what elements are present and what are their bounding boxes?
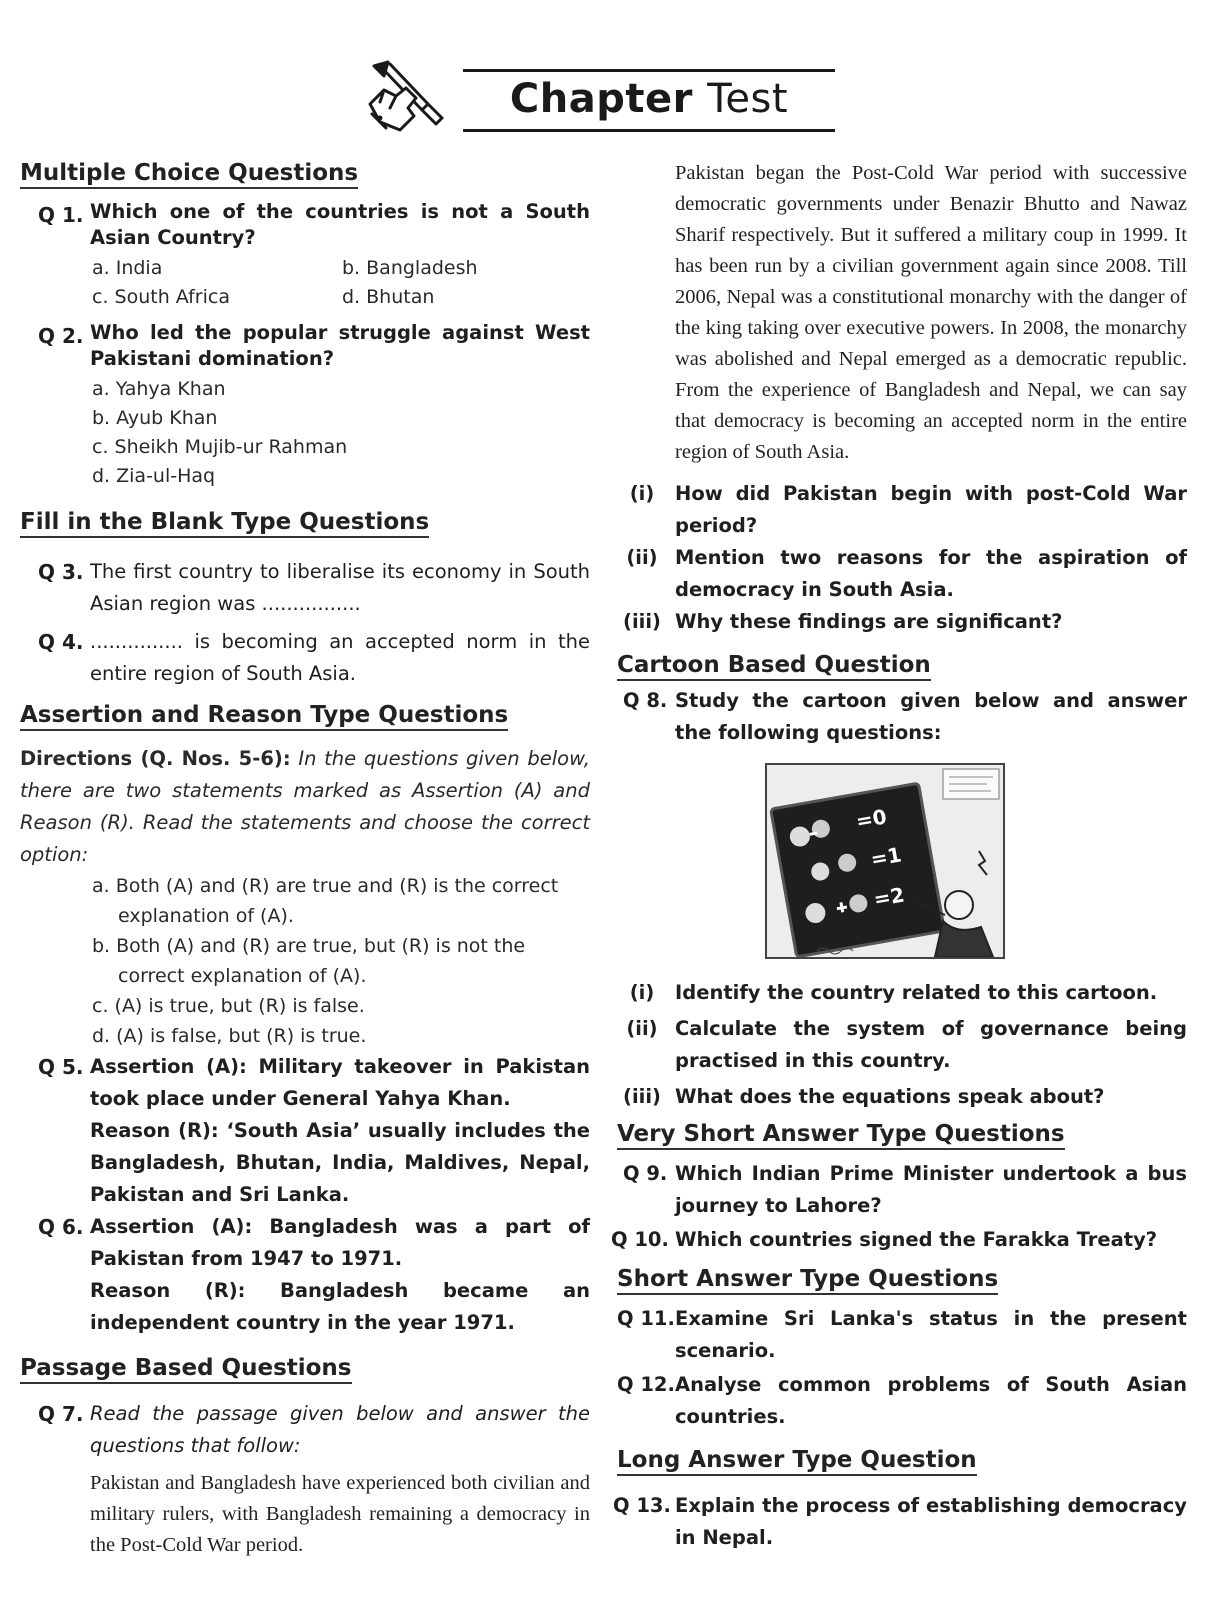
- section-heading-assertion-reason: Assertion and Reason Type Questions: [20, 702, 508, 731]
- section-heading-fill-blank: Fill in the Blank Type Questions: [20, 509, 429, 538]
- right-column: [611, 158, 1187, 1554]
- passage-subquestion-3: (iii) Why these findings are significant?: [623, 610, 1063, 633]
- question-6: Q 6. Assertion (A): Bangladesh was a part of Pakistan from 1947 to 1971. Reason (R): Bangladesh became an independent country in the year 1971.: [20, 1211, 590, 1339]
- section-heading-very-short-answer: Very Short Answer Type Questions: [617, 1121, 1065, 1150]
- option: c. South Africa: [92, 286, 230, 308]
- hand-holding-pen-icon: [362, 58, 452, 138]
- question-5-reason: Reason (R): ‘South Asia’ usually includes the Bangladesh, Bhutan, India, Maldives, Nepal, Pakistan and Sri Lanka.: [90, 1119, 590, 1206]
- question-7: Q 7. Read the passage given below and answer the questions that follow: Pakistan and Bangladesh have experienced both civilian and military rulers, with Bangladesh remaining a democracy in the Post-Cold War period.: [20, 1398, 590, 1561]
- chapter-header: [0, 0, 1215, 150]
- option: a. India: [92, 257, 163, 279]
- option: b. Both (A) and (R) are true, but (R) is not the correct explanation of (A).: [92, 935, 526, 987]
- cartoon-equation: =0: [854, 804, 889, 834]
- section-heading-mcq: Multiple Choice Questions: [20, 160, 358, 189]
- question-9: Q 9. Which Indian Prime Minister undertook a bus journey to Lahore?: [623, 1162, 1187, 1217]
- question-10: Q 10. Which countries signed the Farakka Treaty?: [611, 1228, 1158, 1251]
- section-heading-short-answer: Short Answer Type Questions: [617, 1266, 998, 1295]
- passage-text-part-1: Pakistan and Bangladesh have experienced both civilian and military rulers, with Bangladesh remaining a democracy in the Post-Cold War period.: [90, 1472, 590, 1556]
- option: c. (A) is true, but (R) is false.: [92, 995, 365, 1017]
- section-heading-long-answer: Long Answer Type Question: [617, 1447, 977, 1476]
- question-1-options: [20, 254, 590, 312]
- question-3-text: The first country to liberalise its economy in South Asian region was ................: [90, 560, 590, 615]
- section-heading-cartoon: Cartoon Based Question: [617, 652, 931, 681]
- directions-text: In the questions given below, there are two statements marked as Assertion (A) and Reason (R). Read the statements and choose the correct option:: [20, 747, 590, 866]
- question-12: Q 12. Analyse common problems of South Asian countries.: [617, 1373, 1187, 1428]
- question-3: Q 3. The first country to liberalise its economy in South Asian region was ................: [38, 560, 590, 615]
- section-heading-passage: Passage Based Questions: [20, 1355, 352, 1384]
- question-5-assertion: Assertion (A): Military takeover in Pakistan took place under General Yahya Khan.: [90, 1055, 590, 1110]
- question-7-instruction: Read the passage given below and answer the questions that follow:: [90, 1402, 590, 1457]
- option: b. Bangladesh: [342, 257, 478, 279]
- question-13: Q 13. Explain the process of establishing democracy in Nepal.: [613, 1494, 1187, 1549]
- title-rule-bottom: [463, 129, 835, 132]
- page-title: Chapter Test: [509, 76, 789, 122]
- question-6-assertion: Assertion (A): Bangladesh was a part of Pakistan from 1947 to 1971.: [90, 1215, 590, 1270]
- question-2-text: Who led the popular struggle against West Pakistani domination?: [90, 321, 590, 370]
- option: d. (A) is false, but (R) is true.: [92, 1025, 367, 1047]
- cartoon-equation: =1: [868, 842, 904, 872]
- option: d. Zia-ul-Haq: [92, 465, 216, 487]
- question-1-text: Which one of the countries is not a South Asian Country?: [90, 200, 590, 249]
- question-1: Q 1. Which one of the countries is not a South Asian Country?: [38, 200, 590, 249]
- option: d. Bhutan: [342, 286, 435, 308]
- title-rule-top: [463, 69, 835, 72]
- directions: [20, 743, 590, 871]
- passage-text-part-2: Pakistan began the Post-Cold War period with successive democratic governments under Benazir Bhutto and Nawaz Sharif respectively. But it suffered a military coup in 1999. It has been run by a civilian government again since 2008. Till 2006, Nepal was a constitutional monarchy with the danger of the king taking over executive powers. In 2008, the monarchy was abolished and Nepal emerged as a democratic republic. From the experience of Bangladesh and Nepal, we can say that democracy is becoming an accepted norm in the entire region of South Asia.: [675, 162, 1187, 463]
- cartoon-subquestion-1: (i) Identify the country related to this cartoon.: [629, 981, 1158, 1004]
- cartoon-equation: =2: [871, 882, 907, 912]
- question-6-reason: Reason (R): Bangladesh became an independent country in the year 1971.: [90, 1279, 590, 1334]
- question-2: Q 2. Who led the popular struggle against West Pakistani domination?: [38, 321, 590, 370]
- cartoon-image: [765, 763, 1005, 959]
- question-2-options: [20, 375, 590, 491]
- directions-label: Directions (Q. Nos. 5-6):: [20, 747, 291, 770]
- assertion-reason-options: [20, 871, 590, 1051]
- left-column: [20, 160, 590, 1561]
- option: a. Yahya Khan: [92, 378, 226, 400]
- cartoon-subquestion-3: (iii) What does the equations speak about?: [623, 1085, 1105, 1108]
- question-4: Q 4. ............... is becoming an accepted norm in the entire region of South Asia.: [38, 630, 590, 685]
- passage-subquestion-2: (ii) Mention two reasons for the aspiration of democracy in South Asia.: [626, 546, 1187, 601]
- option: b. Ayub Khan: [92, 407, 218, 429]
- option: a. Both (A) and (R) are true and (R) is the correct explanation of (A).: [92, 875, 559, 927]
- question-8: Q 8. Study the cartoon given below and answer the following questions:: [623, 689, 1187, 744]
- passage-subquestion-1: (i) How did Pakistan begin with post-Cold War period?: [629, 482, 1187, 537]
- option: c. Sheikh Mujib-ur Rahman: [92, 436, 348, 458]
- cartoon-subquestion-2: (ii) Calculate the system of governance being practised in this country.: [626, 1017, 1187, 1072]
- question-4-text: ............... is becoming an accepted norm in the entire region of South Asia.: [90, 630, 590, 685]
- question-5: Q 5. Assertion (A): Military takeover in Pakistan took place under General Yahya Khan. Reason (R): ‘South Asia’ usually includes the Bangladesh, Bhutan, India, Maldives, Nepal, Pakistan and Sri Lanka.: [20, 1051, 590, 1211]
- question-11: Q 11. Examine Sri Lanka's status in the present scenario.: [617, 1307, 1187, 1362]
